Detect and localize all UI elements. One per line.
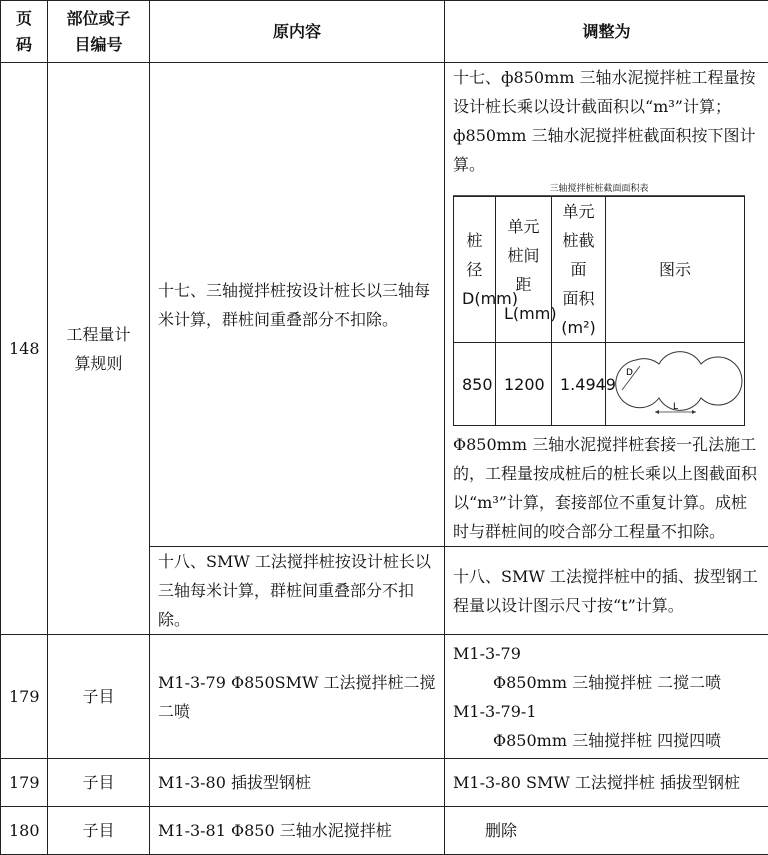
figure-table [453,196,745,426]
row-179-b [1,759,768,807]
three-circle-diagram [614,346,746,422]
part-148-line2: 算规则 [56,349,141,378]
adjusted-179-a-code2: M1-3-79-1 [453,697,760,726]
adjusted-179-a-item2: Φ850mm 三轴搅拌桩 四搅四喷 [453,726,760,755]
header-adjusted: 调整为 [445,1,768,63]
part-148 [48,63,150,635]
original-179-b: M1-3-80 插拔型钢桩 [150,759,445,807]
pile-area-figure [453,183,745,426]
page-180: 180 [1,807,48,855]
figure-h-spacing: 单元桩间距 L(mm) [496,197,552,343]
figure-diagram-cell [606,343,745,426]
header-part-line2: 目编号 [56,32,141,58]
row-148-a [1,63,768,547]
header-original: 原内容 [150,1,445,63]
diameter-label: D [626,368,633,378]
pile-outline [616,352,742,411]
adjusted-148-b: 十八、SMW 工法搅拌桩中的插、拔型钢工程量以设计图示尺寸按“t”计算。 [445,547,768,635]
row-179-a [1,635,768,759]
header-row [1,1,768,63]
adjusted-148-a [445,63,768,547]
adjusted-148-a-intro: 十七、ф850mm 三轴水泥搅拌桩工程量按设计桩长乘以设计截面积以“m³”计算；ф850mm 三轴水泥搅拌桩截面积按下图计算。 [453,63,760,179]
part-148-line1: 工程量计 [56,320,141,349]
adjusted-179-a-code1: M1-3-79 [453,639,760,668]
spacing-arrow-right [692,410,696,414]
page-179-a: 179 [1,635,48,759]
part-179-b: 子目 [48,759,150,807]
figure-dia-value: 850 [454,343,496,426]
page-148: 148 [1,63,48,635]
adjusted-179-b: M1-3-80 SMW 工法搅拌桩 插拔型钢桩 [445,759,768,807]
adjusted-179-a [445,635,768,759]
page-179-b: 179 [1,759,48,807]
original-148-b: 十八、SMW 工法搅拌桩按设计桩长以三轴每米计算，群桩间重叠部分不扣除。 [150,547,445,635]
figure-value-row [454,343,745,426]
figure-header-row [454,197,745,343]
figure-h-diagram: 图示 [606,197,745,343]
original-148-a: 十七、三轴搅拌桩按设计桩长以三轴每米计算，群桩间重叠部分不扣除。 [150,63,445,547]
figure-h-dia: 桩径 D(mm) [454,197,496,343]
figure-title: 三轴搅拌桩桩截面面积表 [453,183,745,196]
adjusted-180: 删除 [445,807,768,855]
original-179-a: M1-3-79 Φ850SMW 工法搅拌桩二搅二喷 [150,635,445,759]
adjusted-179-a-item1: Φ850mm 三轴搅拌桩 二搅二喷 [453,668,760,697]
part-180: 子目 [48,807,150,855]
spacing-arrow-left [655,410,659,414]
row-180 [1,807,768,855]
adjusted-148-a-after: Φ850mm 三轴水泥搅拌桩套接一孔法施工的，工程量按成桩后的桩长乘以上图截面积以“m³”计算，套接部位不重复计算。成桩时与群桩间的咬合部分工程量不扣除。 [453,430,760,546]
figure-spacing-value: 1200 [496,343,552,426]
figure-h-area: 单元桩截面 面积(m²) [552,197,606,343]
header-part [48,1,150,63]
header-page: 页码 [1,1,48,63]
figure-area-value: 1.4949 [552,343,606,426]
original-180: M1-3-81 Φ850 三轴水泥搅拌桩 [150,807,445,855]
spacing-label: L [673,402,678,412]
part-179-a: 子目 [48,635,150,759]
header-part-line1: 部位或子 [56,6,141,32]
